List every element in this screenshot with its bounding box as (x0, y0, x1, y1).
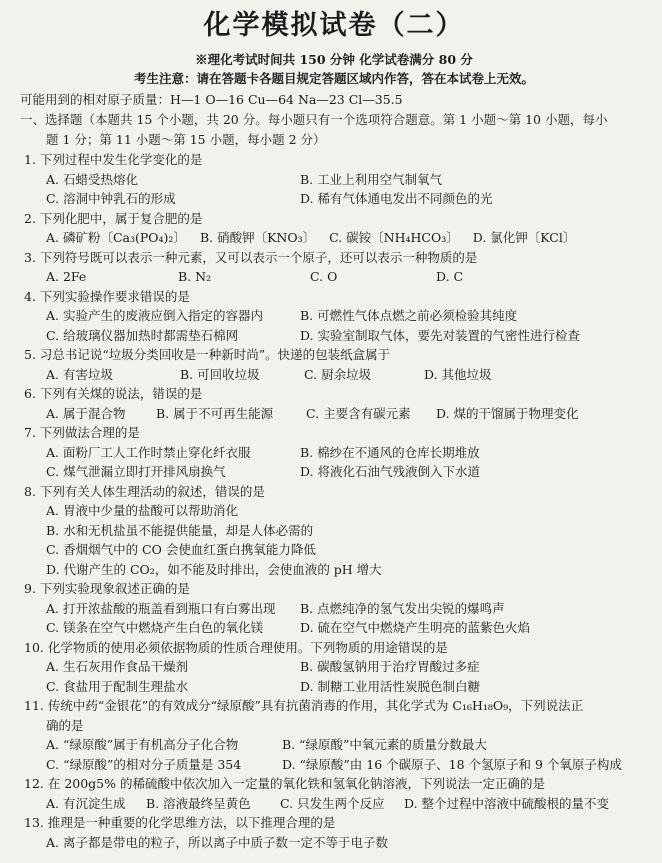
option-a: A. 磷矿粉〔Ca₃(PO₄)₂〕 (46, 230, 186, 245)
question-stem: 2. 下列化肥中，属于复合肥的是 (24, 210, 203, 226)
question-2 (20, 209, 648, 248)
question-stem-line1: 11. 传统中药“金银花”的有效成分“绿原酸”具有抗菌消毒的作用，其化学式为 C₁₆H₁₈O₉，下列说法正 (24, 698, 584, 713)
option-a: A. 有沉淀生成 (46, 795, 126, 811)
option-b: B. 点燃纯净的氢气发出尖锐的爆鸣声 (300, 600, 505, 616)
question-stem: 7. 下列做法合理的是 (24, 425, 140, 440)
option-b: B. “绿原酸”中氧元素的质量分数最大 (282, 737, 487, 752)
option-a: A. 2Fe (46, 269, 87, 284)
option-a: A. 面粉厂工人工作时禁止穿化纤衣服 (46, 444, 251, 460)
page-title: 化学模拟试卷（二） (203, 10, 465, 41)
question-stem-line2: 确的是 (46, 717, 84, 733)
question-1 (20, 150, 648, 209)
option-a: A. 石蜡受热熔化 (46, 171, 138, 187)
option-b: B. 属于不可再生能源 (156, 405, 274, 421)
section-heading-line1: 一、选择题（本题共 15 个小题，共 20 分。每小题只有一个选项符合题意。第 1 小题～第 10 小题，每小 (20, 112, 608, 127)
exam-notice: 考生注意：请在答题卡各题目规定答题区域内作答，答在本试卷上无效。 (133, 71, 534, 86)
option-a: A. 属于混合物 (46, 405, 126, 421)
option-a: A. 有害垃圾 (46, 366, 113, 382)
question-stem: 5. 习总书记说“垃圾分类回收是一种新时尚”。快递的包装纸盒属于 (24, 347, 391, 362)
option-b: B. 工业上利用空气制氧气 (300, 171, 443, 187)
question-stem: 8. 下列有关人体生理活动的叙述，错误的是 (24, 483, 265, 499)
option-c: C. 镁条在空气中燃烧产生白色的氧化镁 (46, 620, 264, 635)
option-c: C. 碳铵〔NH₄HCO₃〕 (329, 230, 459, 245)
question-stem: 6. 下列有关煤的说法，错误的是 (24, 386, 203, 401)
option-c: C. “绿原酸”的相对分子质量是 354 (46, 756, 242, 772)
option-a: A. “绿原酸”属于有机高分子化合物 (46, 737, 239, 752)
option-b: B. 可回收垃圾 (180, 366, 260, 382)
option-a: A. 打开浓盐酸的瓶盖看到瓶口有白雾出现 (46, 600, 276, 616)
option-d: D. 煤的干馏属于物理变化 (436, 405, 579, 421)
question-stem: 4. 下列实验操作要求错误的是 (24, 288, 190, 304)
question-stem: 10. 化学物质的使用必须依据物质的性质合理使用。下列物质的用途错误的是 (24, 639, 448, 655)
question-stem: 9. 下列实验现象叙述正确的是 (24, 581, 190, 596)
exam-info: ※理化考试时间共 150 分钟 化学试卷满分 80 分 (195, 52, 473, 67)
question-10 (20, 638, 648, 697)
option-d: D. 稀有气体通电发出不同颜色的光 (300, 191, 493, 206)
option-d: D. 实验室制取气体，要先对装置的气密性进行检查 (300, 327, 581, 343)
question-stem: 13. 推理是一种重要的化学思维方法，以下推理合理的是 (24, 815, 336, 830)
option-b: B. 硝酸钾〔KNO₃〕 (199, 230, 316, 245)
option-a: A. 胃液中少量的盐酸可以帮助消化 (46, 503, 238, 518)
question-4 (20, 287, 648, 346)
option-c: C. 香烟烟气中的 CO 会使血红蛋白携氧能力降低 (46, 542, 316, 557)
option-b: B. 可燃性气体点燃之前必须检验其纯度 (300, 308, 518, 323)
option-b: B. N₂ (178, 269, 212, 284)
option-b: B. 溶液最终呈黄色 (146, 795, 251, 811)
option-c: C. 厨余垃圾 (304, 366, 372, 382)
option-d: D. 整个过程中溶液中硫酸根的量不变 (404, 795, 610, 811)
question-9 (20, 579, 648, 638)
question-3 (20, 248, 648, 287)
option-c: C. 溶洞中钟乳石的形成 (46, 191, 176, 206)
option-d: D. 硫在空气中燃烧产生明亮的蓝紫色火焰 (300, 620, 531, 635)
question-5 (20, 345, 648, 384)
section-heading (20, 110, 648, 150)
option-c: C. O (310, 269, 338, 284)
option-a: A. 实验产生的废液应倒入指定的容器内 (46, 308, 263, 323)
section-heading-line2: 题 1 分；第 11 小题～第 15 小题，每小题 2 分） (46, 132, 326, 147)
option-c: C. 给玻璃仪器加热时都需垫石棉网 (46, 327, 239, 343)
option-a: A. 生石灰用作食品干燥剂 (46, 659, 188, 674)
option-b: B. 碳酸氢钠用于治疗胃酸过多症 (300, 659, 480, 674)
question-stem: 12. 在 200g5% 的稀硫酸中依次加入一定量的氧化铁和氢氧化钠溶液，下列说法一定正确的是 (24, 776, 545, 791)
option-d: D. 代谢产生的 CO₂，如不能及时排出，会使血液的 pH 增大 (46, 561, 382, 577)
option-c: C. 主要含有碳元素 (306, 405, 411, 421)
question-stem (20, 696, 648, 735)
option-d: D. “绿原酸”由 16 个碳原子、18 个氢原子和 9 个氧原子构成 (282, 756, 622, 772)
option-b: B. 水和无机盐虽不能提供能量，却是人体必需的 (46, 522, 314, 538)
option-d: D. 制糖工业用活性炭脱色制白糖 (300, 678, 481, 694)
question-stem: 1. 下列过程中发生化学变化的是 (24, 152, 203, 167)
option-d: D. C (436, 269, 464, 284)
question-stem: 3. 下列符号既可以表示一种元素，又可以表示一个原子，还可以表示一种物质的是 (24, 249, 478, 265)
question-6 (20, 384, 648, 423)
question-12 (20, 774, 648, 813)
option-c: C. 只发生两个反应 (280, 795, 385, 811)
question-11 (20, 696, 648, 774)
option-c: C. 食盐用于配制生理盐水 (46, 678, 189, 694)
option-b: B. 棉纱在不通风的仓库长期堆放 (300, 444, 480, 460)
question-7 (20, 423, 648, 482)
atomic-mass-line: 可能用到的相对原子质量：H—1 O—16 Cu—64 Na—23 Cl—35.5 (20, 92, 403, 107)
option-d: D. 其他垃圾 (424, 366, 492, 382)
option-d: D. 氯化钾〔KCl〕 (472, 230, 576, 245)
question-8 (20, 482, 648, 580)
question-13 (20, 813, 648, 852)
option-d: D. 将液化石油气残液倒入下水道 (300, 464, 481, 479)
option-a: A. 离子都是带电的粒子，所以离子中质子数一定不等于电子数 (46, 834, 388, 850)
option-c: C. 煤气泄漏立即打开排风扇换气 (46, 464, 226, 479)
